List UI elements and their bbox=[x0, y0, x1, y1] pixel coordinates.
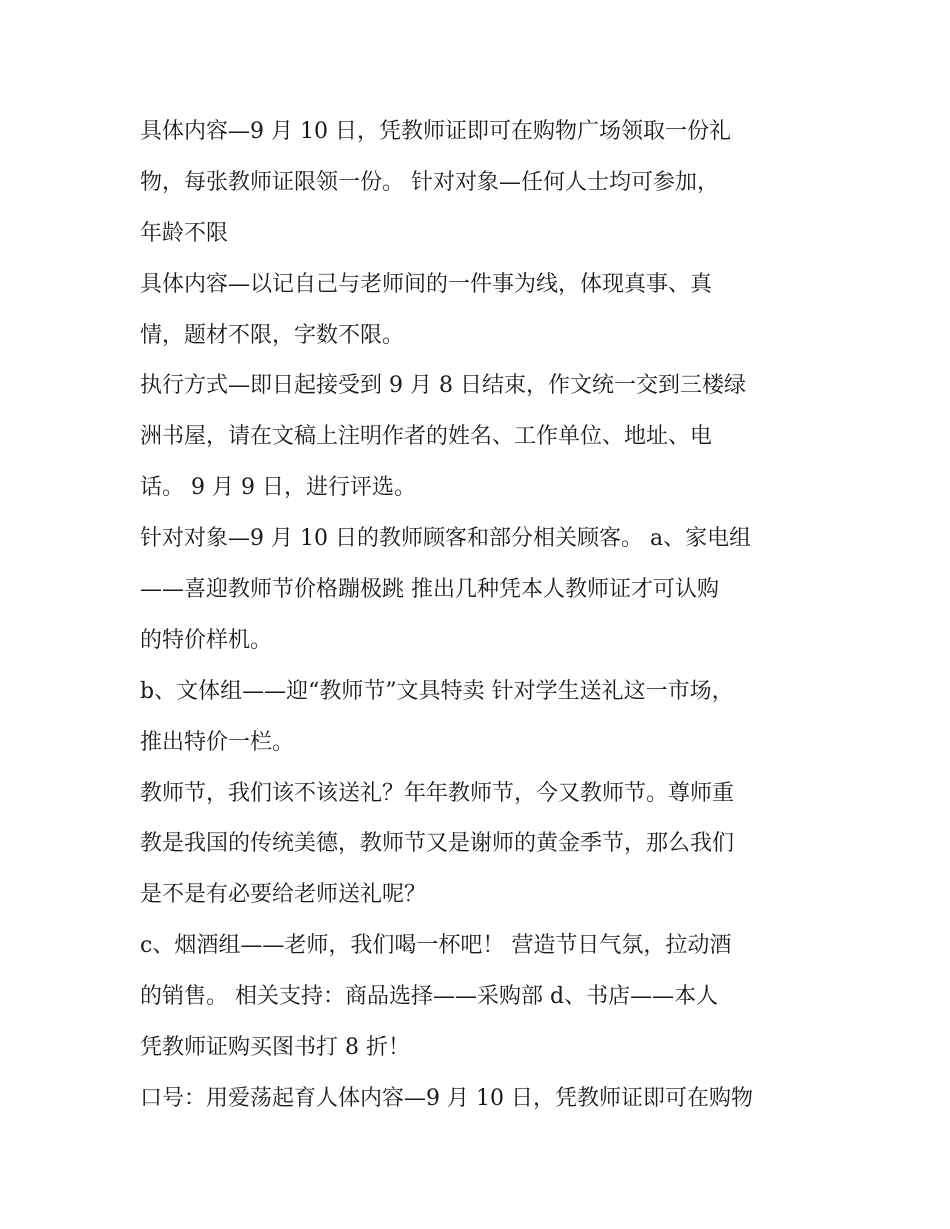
text-line: 具体内容—9 月 10 日，凭教师证即可在购物广场领取一份礼 bbox=[140, 119, 731, 144]
text-line: 的特价样机。 bbox=[140, 627, 273, 653]
text-line: 物，每张教师证限领一份。 针对对象—任何人士均可参加， bbox=[140, 169, 719, 195]
text-line: 教是我国的传统美德，教师节又是谢师的黄金季节，那么我们 bbox=[140, 831, 735, 857]
text-line: 口号：用爱荡起育人体内容—9 月 10 日，凭教师证即可在购物 bbox=[140, 1085, 753, 1111]
text-line: 执行方式—即日起接受到 9 月 8 日结束，作文统一交到三楼绿 bbox=[140, 373, 746, 399]
text-line: 洲书屋，请在文稿上注明作者的姓名、工作单位、地址、电 bbox=[140, 424, 713, 450]
text-line: ——喜迎教师节价格蹦极跳 推出几种凭本人教师证才可认购 bbox=[140, 577, 719, 603]
text-line: 推出特价一栏。 bbox=[140, 729, 295, 755]
text-line: 话。 9 月 9 日，进行评选。 bbox=[140, 475, 416, 501]
text-line: 情，题材不限，字数不限。 bbox=[140, 322, 405, 348]
document-body bbox=[140, 107, 840, 1125]
text-line: 凭教师证购买图书打 8 折！ bbox=[140, 1035, 410, 1061]
text-line: b、文体组——迎“教师节”文具特卖 针对学生送礼这一市场， bbox=[140, 678, 734, 704]
text-line: 是不是有必要给老师送礼呢？ bbox=[140, 882, 427, 908]
text-line: 教师节，我们该不该送礼？年年教师节，今又教师节。尊师重 bbox=[140, 780, 735, 806]
text-line: 具体内容—以记自己与老师间的一件事为线，体现真事、真 bbox=[140, 271, 713, 297]
text-line: 的销售。 相关支持：商品选择——采购部 d、书店——本人 bbox=[140, 984, 719, 1010]
text-line: 年龄不限 bbox=[140, 220, 229, 246]
text-line: 针对对象—9 月 10 日的教师顾客和部分相关顾客。 a、家电组 bbox=[140, 526, 752, 552]
text-line: c、烟酒组——老师，我们喝一杯吧！ 营造节日气氛，拉动酒 bbox=[140, 933, 732, 959]
